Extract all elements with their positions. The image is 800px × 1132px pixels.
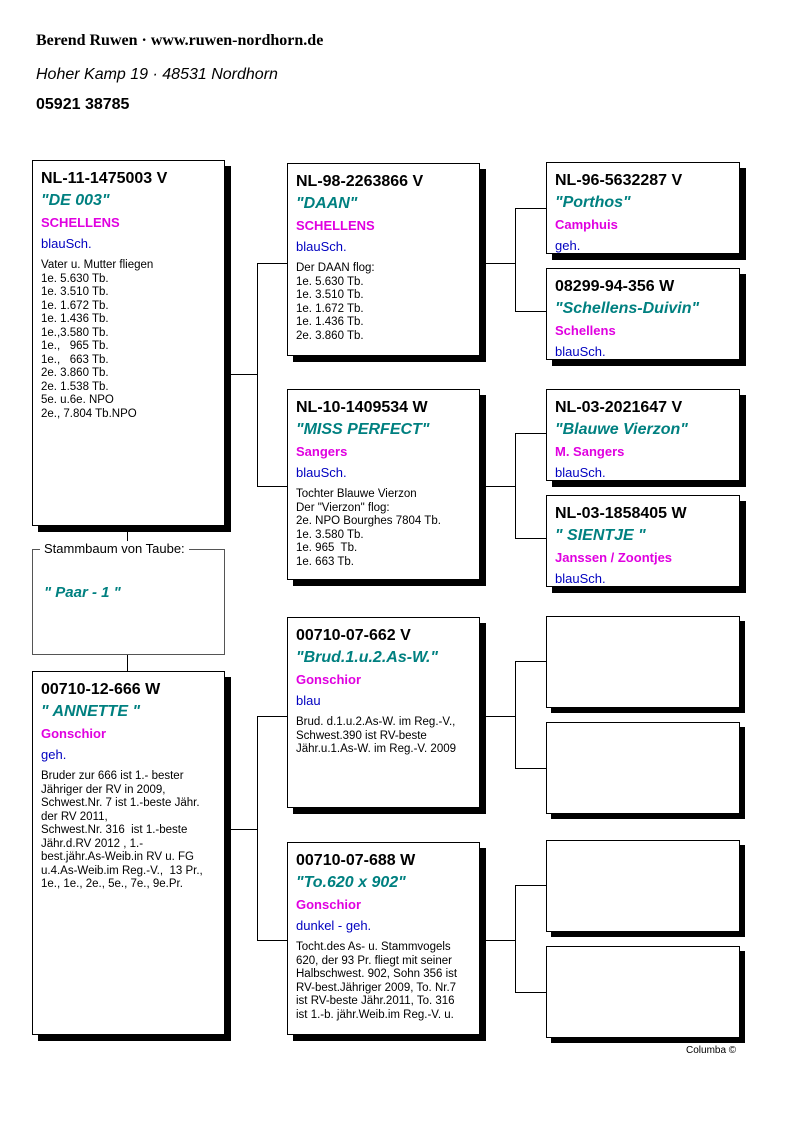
ring-number: 00710-07-688 W [296,852,416,869]
note-line: 1e., 1e., 2e., 5e., 7e., 9e.Pr. [41,878,183,890]
pigeon-name: "MISS PERFECT" [296,421,430,438]
connector-line [515,538,546,539]
pigeon-card-subject-hen [32,671,225,1035]
connector-line [257,486,287,487]
note-line: 1e. 3.580 Tb. [296,528,364,541]
breeder-name: SCHELLENS [296,218,375,233]
pigeon-name: "Blauwe Vierzon" [555,421,688,438]
empty-pigeon-card [546,840,740,932]
pigeon-name: "Schellens-Duivin" [555,300,700,317]
note-line: 2e., 7.804 Tb.NPO [41,407,137,420]
note-line: 1e. 1.672 Tb. [41,299,109,312]
pigeon-card-sire-sire [546,162,740,254]
note-line: 1e. 1.436 Tb. [41,313,109,325]
feather-color: blauSch. [296,239,347,254]
breeder-name: SCHELLENS [41,215,120,230]
note-line: 1e.,3.580 Tb. [41,326,109,339]
ring-number: NL-96-5632287 V [555,172,683,189]
note-line: 620, der 93 Pr. fliegt mit seiner [296,954,452,967]
note-line: Tocht.des As- u. Stammvogels [296,941,451,953]
performance-notes [296,716,472,757]
note-line: 2e. 3.860 Tb. [296,329,364,342]
connector-line [225,374,257,375]
connector-line [515,433,546,434]
ring-number: NL-98-2263866 V [296,173,424,190]
note-line: Halbschwest. 902, Sohn 356 ist [296,968,458,980]
pigeon-name: " SIENTJE " [555,527,646,544]
connector-line [257,263,258,487]
pigeon-card-sire [287,163,480,356]
pigeon-name: "Brud.1.u.2.As-W." [296,649,438,666]
connector-line [515,885,516,993]
note-line: Jähr.d.RV 2012 , 1.- [41,837,144,850]
connector-line [515,661,516,769]
connector-line [515,208,546,209]
feather-color: geh. [41,747,67,762]
pigeon-card-subject-cock [32,160,225,526]
note-line: Bruder zur 666 ist 1.- bester [41,770,184,782]
connector-line [515,433,516,539]
performance-notes [41,259,217,421]
note-line: Der "Vierzon" flog: [296,501,390,514]
breeder-name: Janssen / Zoontjes [555,550,673,565]
note-line: Schwest.390 ist RV-beste [296,729,427,742]
note-line: Der DAAN flog: [296,262,375,274]
note-line: 1e. 663 Tb. [296,555,354,568]
note-line: ist RV-beste Jähr.2011, To. 316 [296,995,455,1007]
pigeon-card-dam [287,389,480,580]
feather-color: blauSch. [296,465,347,480]
note-line: 1e., 965 Tb. [41,340,109,352]
note-line: Schwest.Nr. 7 ist 1.-beste Jähr. [41,797,200,809]
note-line: 1e. 965 Tb. [296,542,358,554]
pair-name: " Paar - 1 " [44,584,121,601]
connector-line [127,655,128,671]
connector-line [257,716,287,717]
connector-line [480,716,515,717]
ring-number: NL-11-1475003 V [41,170,168,187]
note-line: 1e. 5.630 Tb. [41,272,109,285]
note-line: der RV 2011, [41,810,108,823]
breeder-name: Gonschior [296,897,362,912]
breeder-name: Camphuis [555,217,618,232]
ring-number: NL-10-1409534 W [296,399,428,416]
connector-line [515,311,546,312]
breeder-name: Gonschior [41,726,107,741]
connector-line [257,263,287,264]
note-line: 1e. 5.630 Tb. [296,275,364,288]
empty-pigeon-card [546,616,740,708]
note-line: u.4.As-Weib.im Reg.-V., 13 Pr., [41,864,203,877]
feather-color: blauSch. [41,236,92,251]
performance-notes [296,941,472,1022]
connector-line [515,661,546,662]
pedigree-label-box [32,549,225,655]
note-line: 1e. 1.436 Tb. [296,316,364,328]
breeder-name: Schellens [555,323,616,338]
feather-color: blauSch. [555,465,606,480]
note-line: Vater u. Mutter fliegen [41,259,154,271]
ring-number: 00710-07-662 V [296,627,411,644]
software-credit: Columba © [686,1045,737,1056]
connector-line [257,716,258,941]
breeder-name: Sangers [296,444,348,459]
note-line: best.jähr.As-Weib.in RV u. FG [41,851,194,863]
connector-line [225,829,257,830]
connector-line [515,992,546,993]
empty-pigeon-card [546,722,740,814]
note-line: 1e. 3.510 Tb. [296,289,364,301]
note-line: Brud. d.1.u.2.As-W. im Reg.-V., [296,716,456,728]
performance-notes [41,770,217,892]
performance-notes [296,488,472,569]
breeder-name: M. Sangers [555,444,625,459]
ring-number: 00710-12-666 W [41,681,161,698]
breeder-name-website: Berend Ruwen · www.ruwen-nordhorn.de [36,32,324,49]
pigeon-card-sire-dam [546,268,740,360]
connector-line [257,940,287,941]
note-line: 1e. 1.672 Tb. [296,302,364,315]
note-line: 5e. u.6e. NPO [41,394,114,406]
ring-number: NL-03-2021647 V [555,399,683,416]
feather-color: dunkel - geh. [296,918,372,933]
pigeon-card-dam-sire [546,389,740,481]
empty-pigeon-card [546,946,740,1038]
connector-line [515,208,516,312]
breeder-name: Gonschior [296,672,362,687]
note-line: ist 1.-b. jähr.Weib.im Reg.-V. u. [296,1008,454,1021]
pigeon-name: "To.620 x 902" [296,874,406,891]
note-line: 2e. 1.538 Tb. [41,380,109,393]
connector-line [515,768,546,769]
note-line: 1e. 3.510 Tb. [41,286,109,298]
ring-number: NL-03-1858405 W [555,505,687,522]
ring-number: 08299-94-356 W [555,278,675,295]
pigeon-card-dam-dam [546,495,740,587]
note-line: Jähriger der RV in 2009, [41,783,166,796]
pigeon-name: "DAAN" [296,195,358,212]
pedigree-label: Stammbaum von Taube: [40,541,189,556]
connector-line [515,885,546,886]
note-line: Jähr.u.1.As-W. im Reg.-V. 2009 [296,743,457,755]
pigeon-name: "Porthos" [555,194,631,211]
note-line: Schwest.Nr. 316 ist 1.-beste [41,824,188,836]
pigeon-card-hen-sire [287,617,480,808]
note-line: 2e. 3.860 Tb. [41,367,109,379]
pigeon-name: "DE 003" [41,192,110,209]
note-line: Tochter Blauwe Vierzon [296,488,417,500]
note-line: 1e., 663 Tb. [41,353,109,366]
feather-color: blauSch. [555,571,606,586]
feather-color: blauSch. [555,344,606,359]
performance-notes [296,262,472,343]
feather-color: geh. [555,238,581,253]
connector-line [480,263,515,264]
feather-color: blau [296,693,321,708]
note-line: 2e. NPO Bourghes 7804 Tb. [296,515,441,527]
connector-line [480,486,515,487]
breeder-phone: 05921 38785 [36,96,130,113]
breeder-address: Hoher Kamp 19 · 48531 Nordhorn [36,66,278,83]
note-line: RV-best.Jähriger 2009, To. Nr.7 [296,981,457,994]
pigeon-name: " ANNETTE " [41,703,141,720]
pigeon-card-hen-dam [287,842,480,1035]
connector-line [480,940,515,941]
